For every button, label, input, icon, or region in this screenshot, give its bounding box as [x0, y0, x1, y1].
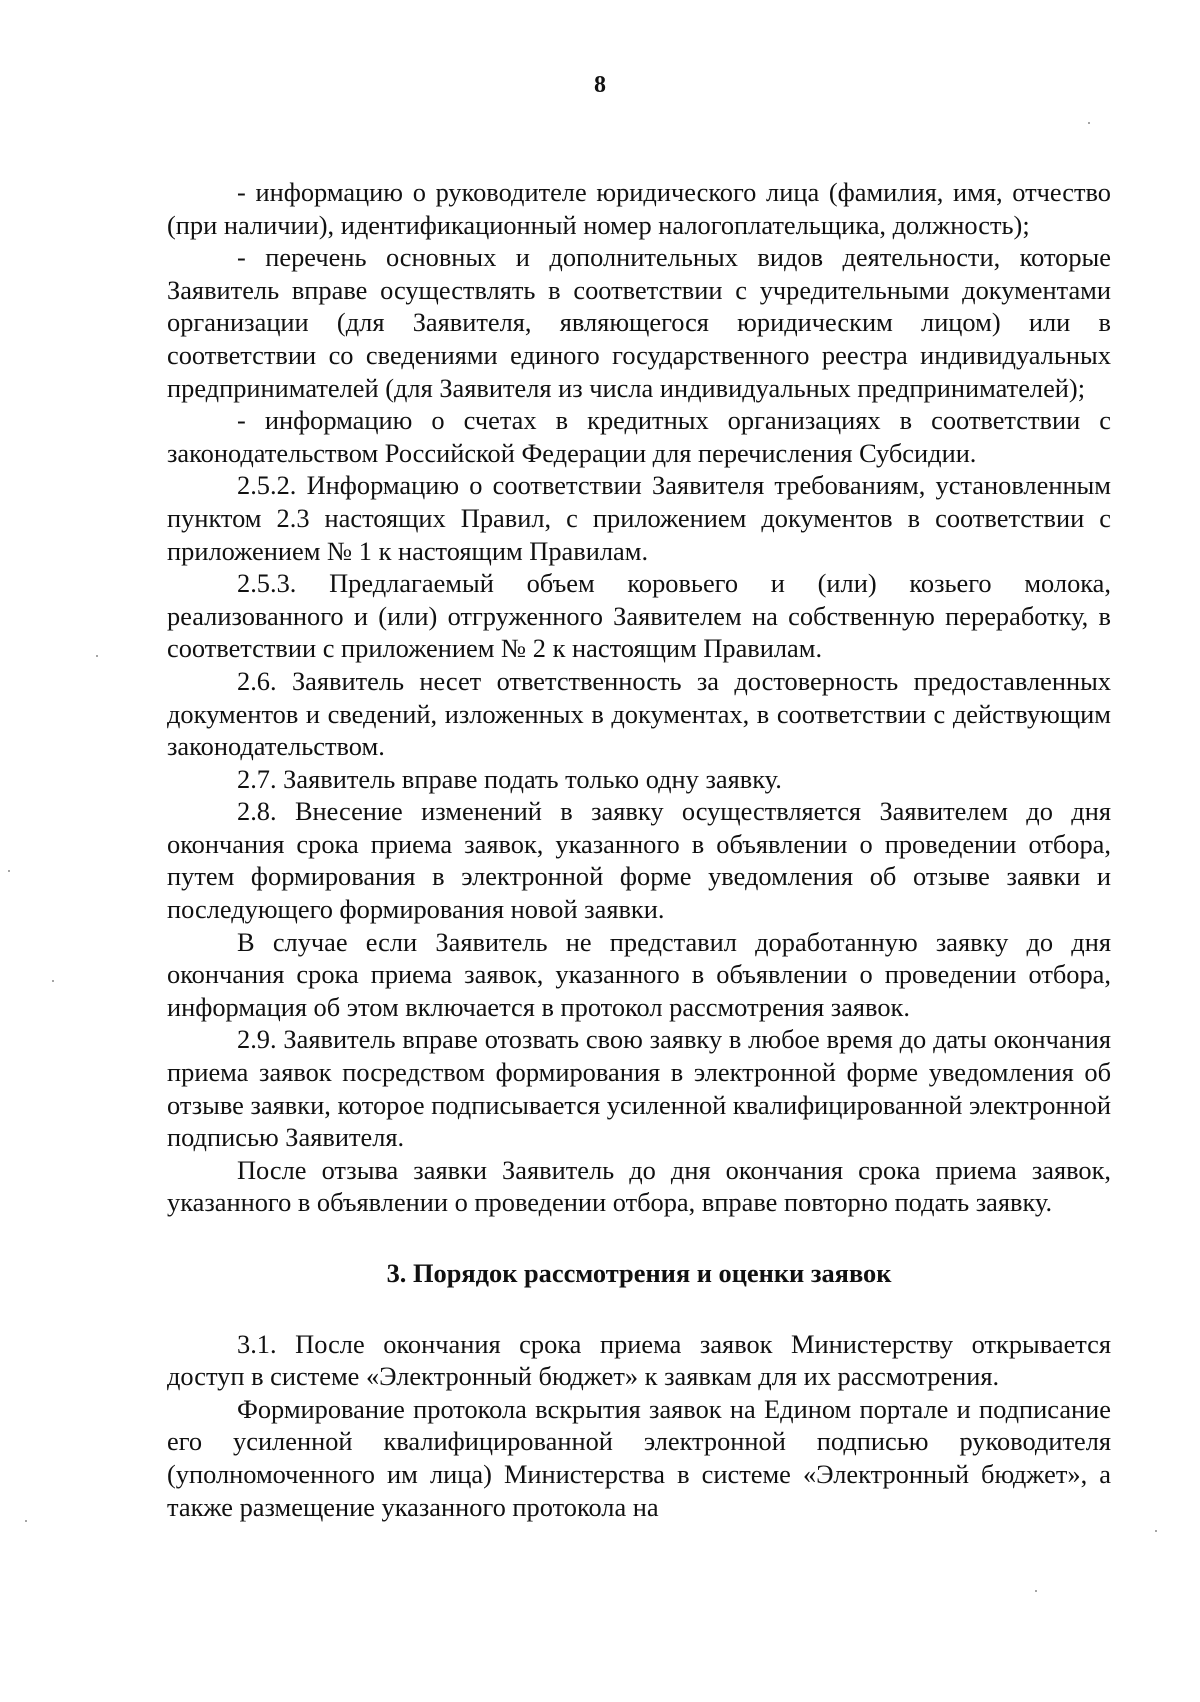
document-body — [167, 176, 1111, 1523]
scan-speck — [52, 980, 54, 982]
section-heading: 3. Порядок рассмотрения и оценки заявок — [386, 1258, 892, 1288]
paragraph: Формирование протокола вскрытия заявок на Едином портале и подписание его усиленной квалифицированной электронной подписью руководителя (уполномоченного им лица) Министерства в системе «Электронный бюджет», а также размещение указанного протокола на — [167, 1393, 1111, 1522]
scan-speck — [25, 1520, 27, 1522]
page-number: 8 — [594, 72, 606, 98]
paragraph: 2.5.2. Информацию о соответствии Заявителя требованиям, установленным пунктом 2.3 настоящих Правил, с приложением документов в соответствии с приложением № 1 к настоящим Правилам. — [167, 470, 1111, 566]
scan-speck — [1088, 122, 1090, 124]
scan-speck — [96, 655, 98, 657]
paragraph: - информацию о счетах в кредитных организациях в соответствии с законодательством Российской Федерации для перечисления Субсидии. — [167, 405, 1111, 468]
scan-speck — [1155, 1530, 1157, 1532]
paragraph: 2.8. Внесение изменений в заявку осуществляется Заявителем до дня окончания срока приема заявок, указанного в объявлении о проведении отбора, путем формирования в электронной форме уведомления об отзыве заявки и последующего формирования новой заявки. — [167, 796, 1111, 925]
paragraph: 2.9. Заявитель вправе отозвать свою заявку в любое время до даты окончания приема заявок посредством формирования в электронной форме уведомления об отзыве заявки, которое подписывается усиленной квалифицированной электронной подписью Заявителя. — [167, 1024, 1111, 1153]
paragraph: - перечень основных и дополнительных видов деятельности, которые Заявитель вправе осуществлять в соответствии с учредительными документами организации (для Заявителя, являющегося юридическим лицом) или в соответствии со сведениями единого государственного реестра индивидуальных предпринимателей (для Заявителя из числа индивидуальных предпринимателей); — [167, 242, 1111, 403]
scan-speck — [8, 870, 10, 872]
paragraph: 3.1. После окончания срока приема заявок Министерству открывается доступ в системе «Электронный бюджет» к заявкам для их рассмотрения. — [167, 1328, 1111, 1392]
scan-speck — [1035, 1590, 1037, 1592]
paragraph: После отзыва заявки Заявитель до дня окончания срока приема заявок, указанного в объявлении о проведении отбора, вправе повторно подать заявку. — [167, 1154, 1111, 1218]
paragraph: 2.6. Заявитель несет ответственность за достоверность предоставленных документов и сведений, изложенных в документах, в соответствии с действующим законодательством. — [167, 665, 1111, 762]
paragraph: 2.5.3. Предлагаемый объем коровьего и (или) козьего молока, реализованного и (или) отгруженного Заявителем на собственную переработку, в соответствии с приложением № 2 к настоящим Правилам. — [167, 568, 1111, 664]
paragraph: - информацию о руководителе юридического лица (фамилия, имя, отчество (при наличии), идентификационный номер налогоплательщика, должность); — [167, 177, 1111, 240]
paragraph: 2.7. Заявитель вправе подать только одну заявку. — [237, 763, 782, 794]
paragraph: В случае если Заявитель не представил доработанную заявку до дня окончания срока приема заявок, указанного в объявлении о проведении отбора, информация об этом включается в протокол рассмотрения заявок. — [167, 926, 1111, 1022]
